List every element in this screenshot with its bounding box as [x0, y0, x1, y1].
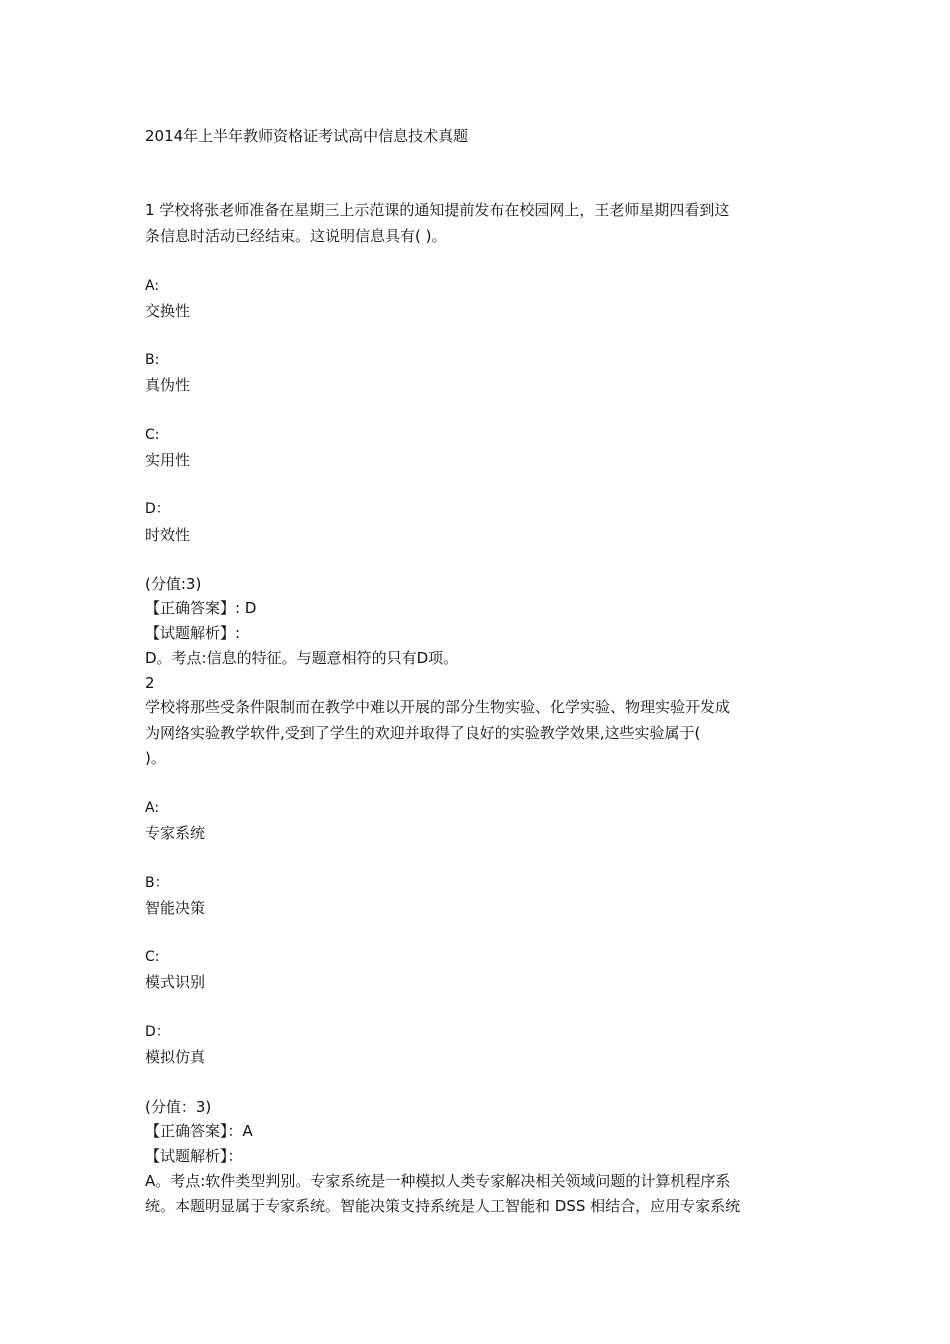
question-2-option-a-text: 专家系统	[145, 824, 206, 842]
document-title: 2014年上半年教师资格证考试高中信息技术真题	[145, 127, 469, 145]
question-2-score: (分值：3)	[145, 1098, 212, 1116]
question-2-analysis-line-1: A。考点:软件类型判别。专家系统是一种模拟人类专家解决相关领域问题的计算机程序系	[145, 1172, 731, 1190]
question-1-analysis-label: 【试题解析】:	[145, 624, 241, 642]
question-2-option-c-label: C:	[145, 949, 160, 965]
question-1-answer: 【正确答案】: D	[145, 599, 257, 617]
question-1-score: (分值:3)	[145, 575, 202, 593]
question-2-option-b-label: B：	[145, 875, 169, 891]
question-1-stem-line-1: 1 学校将张老师准备在星期三上示范课的通知提前发布在校园网上，王老师星期四看到这	[145, 201, 730, 219]
question-2-number: 2	[145, 674, 155, 692]
question-2-analysis-line-2: 统。本题明显属于专家系统。智能决策支持系统是人工智能和 DSS 相结合，应用专家系统	[145, 1197, 741, 1215]
question-2-option-c-text: 模式识别	[145, 973, 206, 991]
question-2-option-d-text: 模拟仿真	[145, 1048, 206, 1066]
question-1-option-c-label: C:	[145, 427, 160, 443]
question-2-answer: 【正确答案】：A	[145, 1122, 253, 1140]
question-2-analysis-label: 【试题解析】：	[145, 1147, 243, 1165]
question-1-option-d-text: 时效性	[145, 526, 191, 544]
question-1-analysis: D。考点:信息的特征。与题意相符的只有D项。	[145, 649, 459, 667]
question-2-stem-line-1: 学校将那些受条件限制而在教学中难以开展的部分生物实验、化学实验、物理实验开发成	[145, 698, 731, 716]
question-1-option-a-label: A:	[145, 278, 160, 294]
question-1-option-a-text: 交换性	[145, 302, 191, 320]
question-1-stem-line-2: 条信息时活动已经结束。这说明信息具有( )。	[145, 227, 447, 245]
question-1-option-b-label: B:	[145, 352, 160, 368]
question-2-option-b-text: 智能决策	[145, 899, 206, 917]
question-1-option-b-text: 真伪性	[145, 376, 191, 394]
question-1-option-c-text: 实用性	[145, 451, 191, 469]
question-2-option-d-label: D：	[145, 1024, 170, 1040]
question-2-stem-line-3: )。	[145, 749, 166, 767]
question-2-option-a-label: A:	[145, 800, 160, 816]
question-2-stem-line-2: 为网络实验教学软件,受到了学生的欢迎并取得了良好的实验教学效果,这些实验属于(	[145, 724, 701, 742]
question-1-option-d-label: D：	[145, 501, 170, 517]
